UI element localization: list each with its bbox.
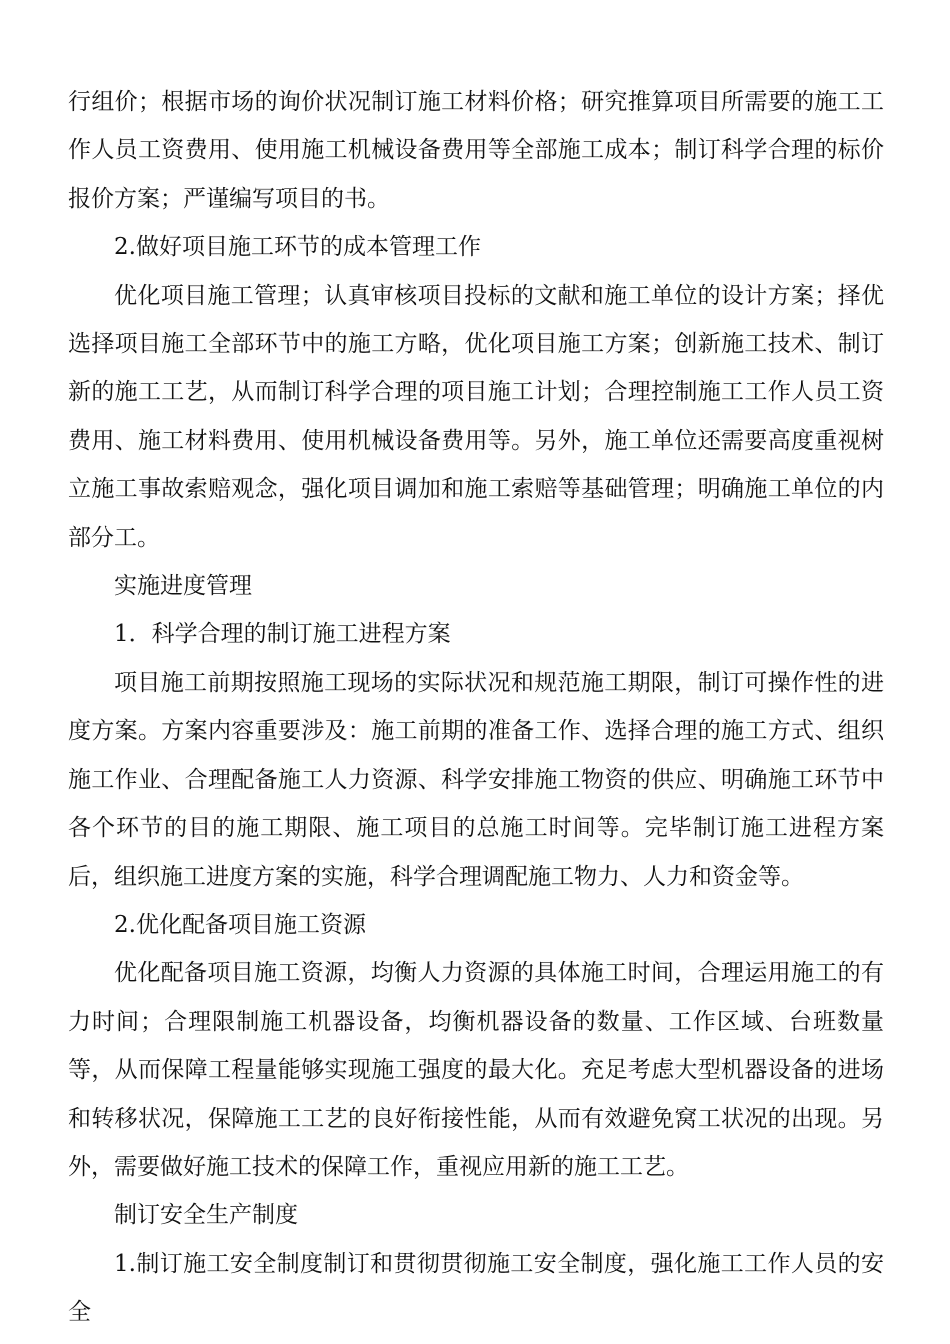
heading-optimize-resources: 2.优化配备项目施工资源 — [114, 911, 366, 938]
paragraph-schedule-plan: 项目施工前期按照施工现场的实际状况和规范施工期限，制订可操作性的进度方案。方案内容重要涉及：施工前期的准备工作、选择合理的施工方式、组织施工作业、合理配备施工人力资源、科学安排施工物资的供应、明确施工环节中各个环节的目的施工期限、施工项目的总施工时间等。完毕制订施工进程方案后，组织施工进度方案的实施，科学合理调配施工物力、人力和资金等。 — [68, 669, 884, 890]
heading-progress-management: 实施进度管理 — [114, 573, 252, 600]
heading-construction-cost-management: 2.做好项目施工环节的成本管理工作 — [114, 234, 481, 261]
heading-schedule-plan: 1．科学合理的制订施工进程方案 — [114, 621, 451, 648]
document-page — [68, 78, 884, 1337]
paragraph-optimize-construction-management: 优化项目施工管理；认真审核项目投标的文献和施工单位的设计方案；择优选择项目施工全部环节中的施工方略，优化项目施工方案；创新施工技术、制订新的施工工艺，从而制订科学合理的项目施工计划；合理控制施工工作人员工资费用、施工材料费用、使用机械设备费用等。另外，施工单位还需要高度重视树立施工事故索赔观念，强化项目调加和施工索赔等基础管理；明确施工单位的内部分工。 — [68, 282, 884, 551]
paragraph-safety-system: 1.制订施工安全制度制订和贯彻贯彻施工安全制度，强化施工工作人员的安全 — [68, 1250, 884, 1326]
paragraph-optimize-resources: 优化配备项目施工资源，均衡人力资源的具体施工时间，合理运用施工的有力时间；合理限制施工机器设备，均衡机器设备的数量、工作区域、台班数量等，从而保障工程量能够实现施工强度的最大化。充足考虑大型机器设备的进场和转移状况，保障施工工艺的良好衔接性能，从而有效避免窝工状况的出现。另外，需要做好施工技术的保障工作，重视应用新的施工工艺。 — [68, 960, 884, 1180]
paragraph-cost-estimate-continued: 行组价；根据市场的询价状况制订施工材料价格；研究推算项目所需要的施工工作人员工资费用、使用施工机械设备费用等全部施工成本；制订科学合理的标价报价方案；严谨编写项目的书。 — [68, 89, 884, 212]
heading-safety-production: 制订安全生产制度 — [114, 1202, 298, 1229]
